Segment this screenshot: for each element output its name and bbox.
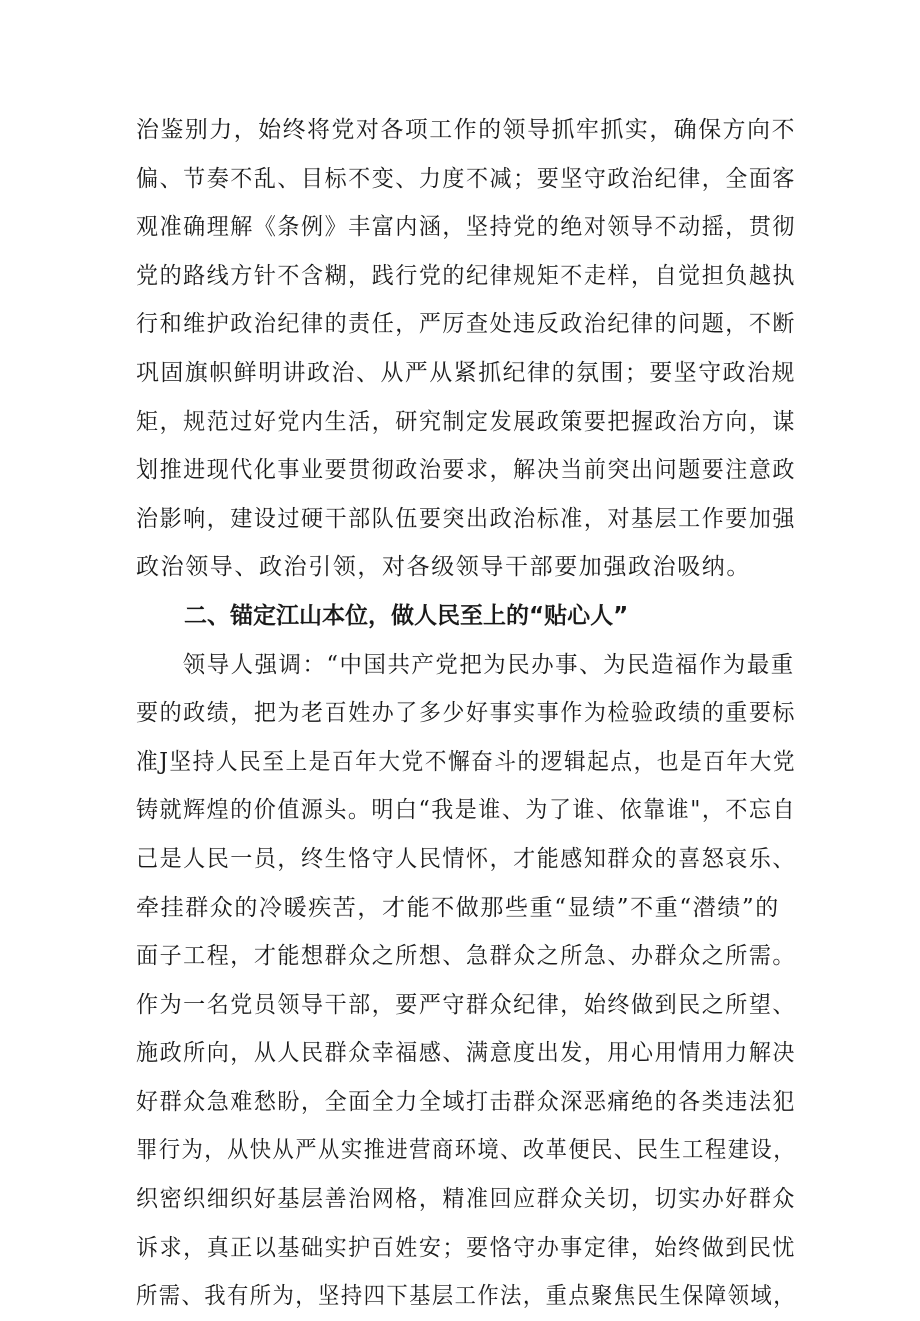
paragraph-line: 治鉴别力，始终将党对各项工作的领导抓牢抓实，确保方向不 [136, 117, 797, 143]
paragraph-line: 领导人强调：“中国共产党把为民办事、为民造福作为最重 [182, 651, 795, 678]
paragraph-line: 准J坚持人民至上是百年大党不懈奋斗的逻辑起点，也是百年大党 [136, 748, 797, 775]
paragraph-line: 所需、我有所为，坚持四下基层工作法，重点聚焦民生保障领域， [136, 1283, 796, 1310]
paragraph-line: 矩，规范过好党内生活，研究制定发展政策要把握政治方向，谋 [136, 408, 797, 435]
paragraph-line: 面子工程，才能想群众之所想、急群众之所急、办群众之所需。 [136, 943, 797, 970]
paragraph-line: 罪行为，从快从严从实推进营商环境、改革便民、民生工程建设， [136, 1137, 796, 1164]
paragraph-line: 观准确理解《条例》丰富内涵，坚持党的绝对领导不动摇，贯彻 [136, 214, 797, 241]
paragraph-line: 巩固旗帜鲜明讲政治、从严从紧抓纪律的氛围；要坚守政治规 [136, 359, 797, 386]
paragraph-line: 牵挂群众的冷暖疾苦，才能不做那些重“显绩”不重“潜绩”的 [136, 894, 780, 921]
paragraph-line: 铸就辉煌的价值源头。明白“我是谁、为了谁、依靠谁"，不忘自 [136, 797, 797, 824]
document-body [136, 106, 796, 1321]
paragraph-line: 作为一名党员领导干部，要严守群众纪律，始终做到民之所望、 [136, 991, 797, 1018]
paragraph-line: 好群众急难愁盼，全面全力全域打击群众深恶痛绝的各类违法犯 [136, 1088, 797, 1115]
section-heading: 二、锚定江山本位，做人民至上的“贴心人” [184, 602, 629, 629]
paragraph-line: 治影响，建设过硬干部队伍要突出政治标准，对基层工作要加强 [136, 505, 797, 532]
paragraph-line: 偏、节奏不乱、目标不变、力度不减；要坚守政治纪律，全面客 [136, 165, 797, 192]
paragraph-line: 己是人民一员，终生恪守人民情怀，才能感知群众的喜怒哀乐、 [136, 845, 797, 872]
paragraph-line: 织密织细织好基层善治网格，精准回应群众关切，切实办好群众 [136, 1186, 797, 1213]
paragraph-line: 要的政绩，把为老百姓办了多少好事实事作为检验政绩的重要标 [136, 700, 797, 727]
paragraph-line: 划推进现代化事业要贯彻政治要求，解决当前突出问题要注意政 [136, 457, 797, 484]
paragraph-line: 施政所向，从人民群众幸福感、满意度出发，用心用情用力解决 [136, 1040, 797, 1067]
paragraph-line: 诉求，真正以基础实护百姓安；要恪守办事定律，始终做到民忧 [136, 1234, 797, 1261]
paragraph-line: 政治领导、政治引领，对各级领导干部要加强政治吸纳。 [136, 554, 751, 581]
paragraph-line: 行和维护政治纪律的责任，严厉查处违反政治纪律的问题，不断 [136, 311, 797, 338]
paragraph-line: 党的路线方针不含糊，践行党的纪律规矩不走样，自觉担负越执 [136, 262, 797, 289]
